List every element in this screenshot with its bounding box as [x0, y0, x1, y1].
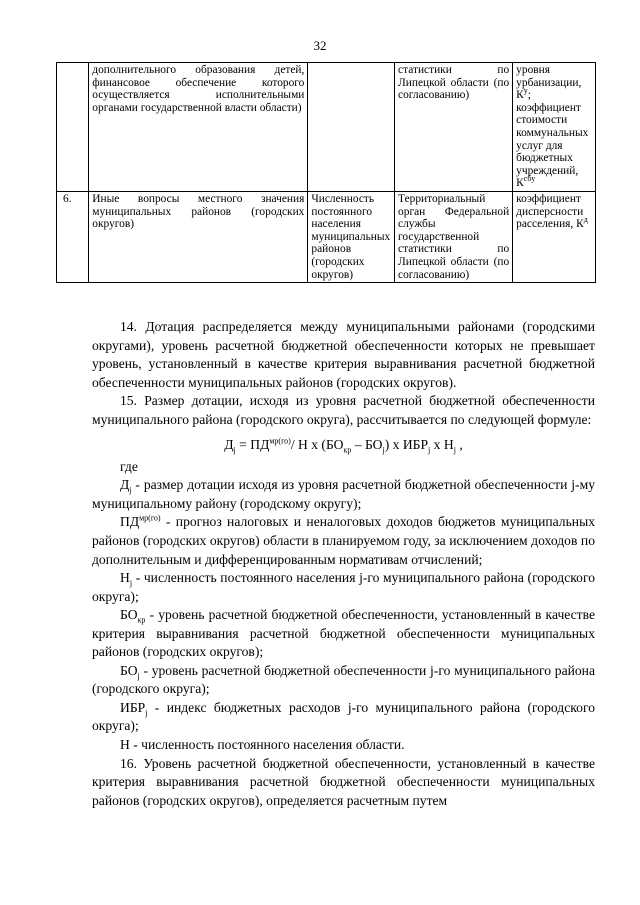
body-text	[92, 318, 595, 810]
coefficient-cell: уровня урбанизации, $К^у$; коэффициент стоимости коммунальных услуг для бюджетных учреждений, $К^{сбу}$	[513, 63, 596, 192]
row-number-cell	[57, 63, 89, 192]
page-number: 32	[313, 38, 327, 53]
definition-ibr: $ИБР_j$ - индекс бюджетных расходов j-го муниципального района (городского округа);	[92, 699, 595, 734]
table-row	[57, 63, 596, 192]
paragraph-16: 16. Уровень расчетной бюджетной обеспеченности, установленный в качестве критерия выравнивания расчетной бюджетной обеспеченности муниципальных районов (городских округов), определяется расчетным путем	[92, 755, 595, 808]
paragraph-14: 14. Дотация распределяется между муниципальными районами (городскими округами), уровень расчетной бюджетной обеспеченности которых не превышает уровень, установленный в качестве критерия выравнивания расчетной бюджетной обеспеченности муниципальных районов (городских округов).	[92, 319, 595, 390]
coefficients-table	[56, 62, 596, 283]
indicator-cell: Численность постоянного населения муниципальных районов (городских округов)	[308, 191, 395, 282]
table-row	[57, 191, 596, 282]
source-cell: Территориальный орган Федеральной службы государственной статистики по Липецкой области (по согласованию)	[395, 191, 513, 282]
definition-bokr: $БО_{кр}$ - уровень расчетной бюджетной обеспеченности, установленный в качестве критерия выравнивания расчетной бюджетной обеспеченности муниципальных районов (городских округов);	[92, 607, 595, 660]
source-cell: статистики по Липецкой области (по согласованию)	[395, 63, 513, 192]
definition-n: Н - численность постоянного населения области.	[120, 737, 405, 753]
paragraph-15: 15. Размер дотации, исходя из уровня расчетной бюджетной обеспеченности муниципального района (городского округа), рассчитывается по следующей формуле:	[92, 393, 595, 427]
definition-boj: $БО_j$ - уровень расчетной бюджетной обеспеченности j-го муниципального района (городского округа);	[92, 662, 595, 697]
definition-nj: $Н_j$ - численность постоянного населения j-го муниципального района (городского округа);	[92, 570, 595, 604]
coefficient-cell: коэффициент дисперсности расселения, $К^д$	[513, 191, 596, 282]
indicator-cell	[308, 63, 395, 192]
row-number-cell: 6.	[57, 191, 89, 282]
where-label: где	[120, 458, 138, 474]
definition-d: $Д_j$ - размер дотации исходя из уровня расчетной бюджетной обеспеченности j-му муниципальному району (городскому округу);	[92, 477, 595, 511]
issue-cell: Иные вопросы местного значения муниципальных районов (городских округов)	[89, 191, 308, 282]
definition-pd: $ПД^{мр(го)}$ - прогноз налоговых и неналоговых доходов бюджетов муниципальных районов (городских округов) области в планируемом году, за исключением доходов по дополнительным и дифференцированным нормативам отчислений;	[92, 513, 595, 567]
dotation-formula: $Д_j = ПД^{мр(го)}/$ Н х $(БО_{кр} - БО_j)$ х $ИБР_j$ х $Н_j$ ,	[224, 436, 463, 455]
issue-cell: дополнительного образования детей, финансовое обеспечение которого осуществляется исполнительными органами государственной власти области)	[89, 63, 308, 192]
